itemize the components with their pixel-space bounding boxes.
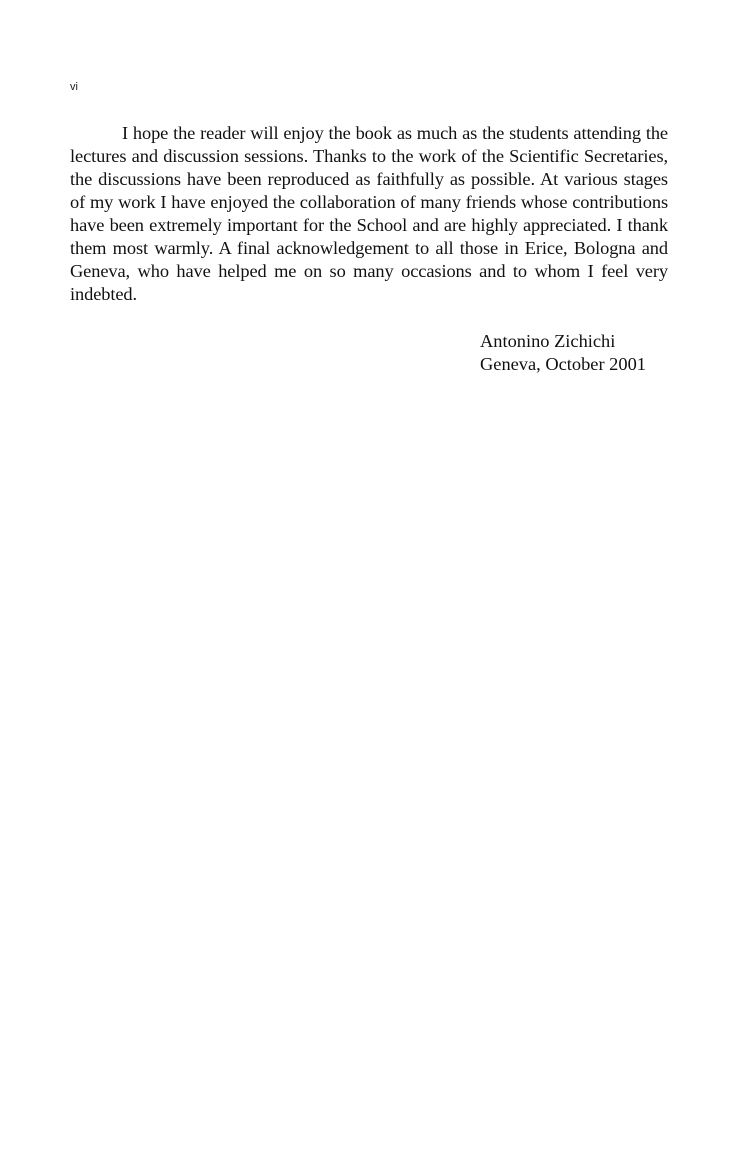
- signature-block: [480, 330, 646, 376]
- page-number: vi: [70, 81, 78, 93]
- place-and-date: Geneva, October 2001: [480, 354, 646, 374]
- preface-paragraph: I hope the reader will enjoy the book as much as the students attending the lectures and discussion sessions. Thanks to the work of the Scientific Secretaries, the discussions have been reproduced as faithfully as possible. At various stages of my work I have enjoyed the collaboration of many friends whose contributions have been extremely important for the School and are highly appreciated. I thank them most warmly. A final acknowledgement to all those in Erice, Bologna and Geneva, who have helped me on so many occasions and to whom I feel very indebted.: [70, 123, 668, 304]
- author-name: Antonino Zichichi: [480, 331, 616, 351]
